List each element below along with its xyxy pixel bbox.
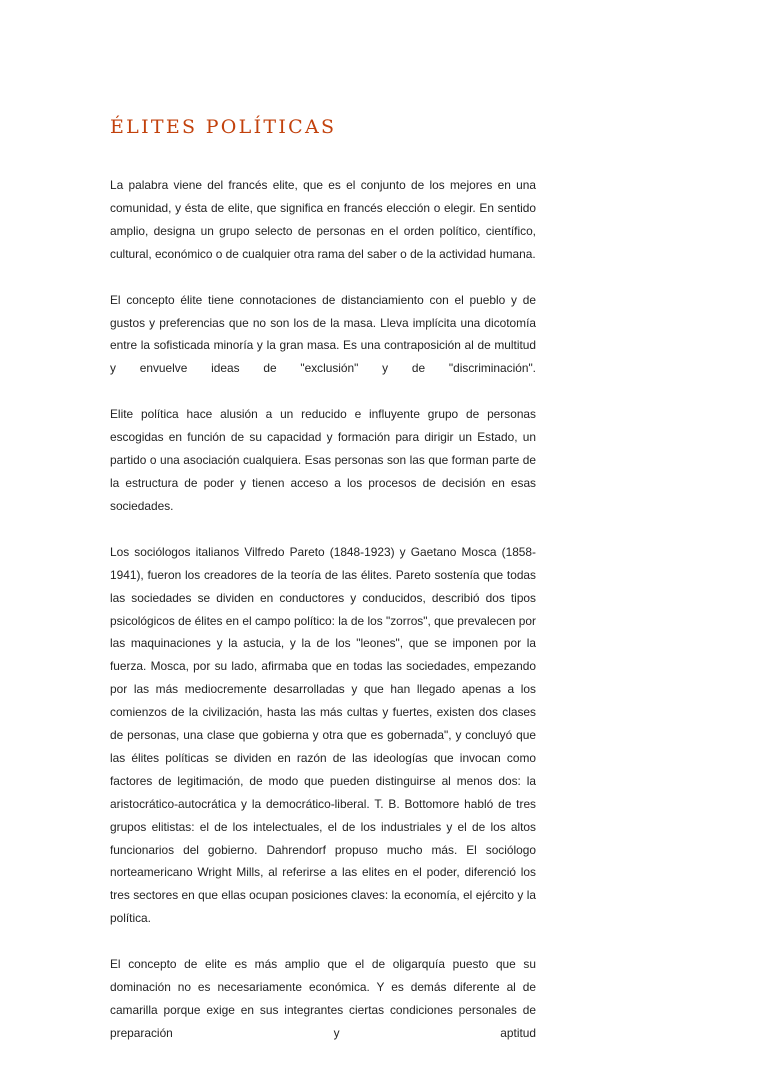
paragraph-connotations: El concepto élite tiene connotaciones de distanciamiento con el pueblo y de gustos y preferencias que no son los de la masa. Lleva implícita una dicotomía entre la sofisticada minoría y la gran masa. Es una contraposición al de multitud y envuelve ideas de "exclusión" y de "discriminación". bbox=[110, 292, 536, 376]
paragraph-oligarchy: El concepto de elite es más amplio que el de oligarquía puesto que su dominación no es necesariamente económica. Y es demás diferente al de camarilla porque exige en sus integrantes ciertas condiciones personales de preparación y aptitud bbox=[110, 957, 536, 1040]
document-page bbox=[110, 114, 536, 1068]
paragraph-definition: La palabra viene del francés elite, que es el conjunto de los mejores en una comunidad, y ésta de elite, que significa en francés elección o elegir. En sentido amplio, designa un grupo selecto de personas en el orden político, científico, cultural, económico o de cualquier otra rama del saber o de la actividad humana. bbox=[110, 178, 536, 261]
paragraph-political-elite: Elite política hace alusión a un reducido e influyente grupo de personas escogidas en función de su capacidad y formación para dirigir un Estado, un partido o una asociación cualquiera. Esas personas son las que forman parte de la estructura de poder y tienen acceso a los procesos de decisión en esas sociedades. bbox=[110, 407, 536, 513]
paragraph-theorists: Los sociólogos italianos Vilfredo Pareto (1848-1923) y Gaetano Mosca (1858-1941), fueron los creadores de la teoría de las élites. Pareto sostenía que todas las sociedades se dividen en conductores y conducidos, describió dos tipos psicológicos de élites en el campo político: la de los "zorros", que prevalecen por las maquinaciones y la astucia, y la de los "leones", que se imponen por la fuerza. Mosca, por su lado, afirmaba que en todas las sociedades, empezando por las más mediocremente desarrolladas y que han llegado apenas a los comienzos de la civilización, hasta las más cultas y fuertes, existen dos clases de personas, una clase que gobierna y otra que es gobernada", y concluyó que las élites políticas se dividen en razón de las ideologías que invocan como factores de legitimación, de modo que pueden distinguirse al menos dos: la aristocrático-autocrática y la democrático-liberal. T. B. Bottomore habló de tres grupos elitistas: el de los intelectuales, el de los industriales y el de los altos funcionarios del gobierno. Dahrendorf propuso mucho más. El sociólogo norteamericano Wright Mills, al referirse a las elites en el poder, diferenció los tres sectores en que ellas ocupan posiciones claves: la economía, el ejército y la política. bbox=[110, 544, 536, 926]
document-title: ÉLITES POLÍTICAS bbox=[110, 116, 337, 138]
